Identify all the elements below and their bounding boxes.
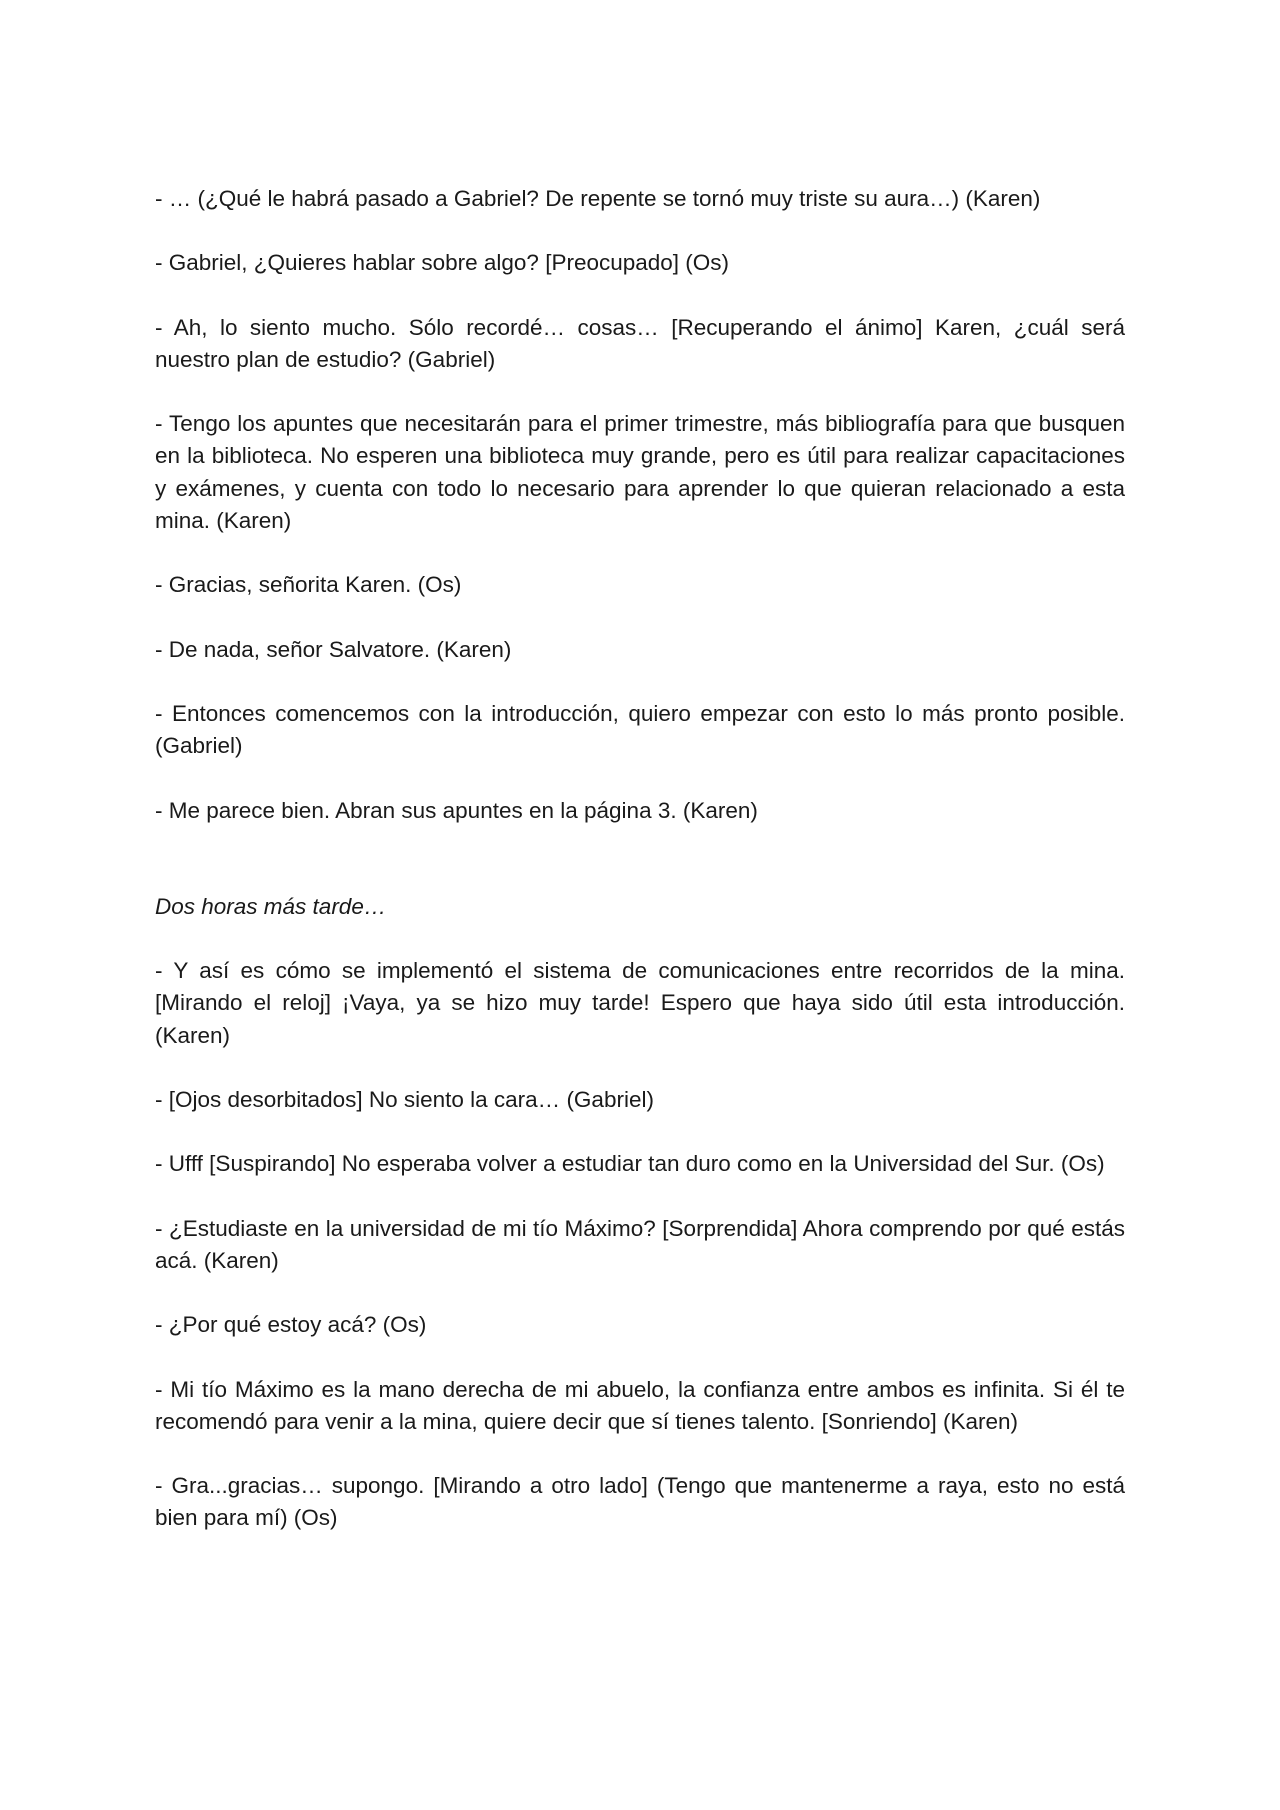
dialogue-paragraph: - ¿Estudiaste en la universidad de mi tío Máximo? [Sorprendida] Ahora comprendo por qué estás acá. (Karen) <box>155 1215 1125 1273</box>
dialogue-paragraph: - Gracias, señorita Karen. (Os) <box>155 572 462 598</box>
dialogue-paragraph: - Tengo los apuntes que necesitarán para el primer trimestre, más bibliografía para que busquen en la biblioteca. No esperen una biblioteca muy grande, pero es útil para realizar capacitaciones y exámenes, y cuenta con todo lo necesario para aprender lo que quieran relacionado a esta mina. (Karen) <box>155 411 1125 534</box>
document-page <box>155 183 1125 1567</box>
blank-line <box>155 859 1125 891</box>
dialogue-paragraph: - De nada, señor Salvatore. (Karen) <box>155 636 512 662</box>
dialogue-paragraph: - Entonces comencemos con la introducción, quiero empezar con esto lo más pronto posible. (Gabriel) <box>155 700 1125 759</box>
dialogue-paragraph: - Ah, lo siento mucho. Sólo recordé… cosas… [Recuperando el ánimo] Karen, ¿cuál será nuestro plan de estudio? (Gabriel) <box>155 314 1125 372</box>
dialogue-paragraph: - Gabriel, ¿Quieres hablar sobre algo? [Preocupado] (Os) <box>155 250 730 276</box>
dialogue-paragraph: - Y así es cómo se implementó el sistema de comunicaciones entre recorridos de la mina. [Mirando el reloj] ¡Vaya, ya se hizo muy tarde! Espero que haya sido útil esta introducción. (Karen) <box>155 958 1125 1048</box>
dialogue-paragraph: - … (¿Qué le habrá pasado a Gabriel? De repente se tornó muy triste su aura…) (Karen) <box>155 186 1041 211</box>
dialogue-paragraph: - Me parece bien. Abran sus apuntes en la página 3. (Karen) <box>155 797 758 823</box>
dialogue-paragraph: - ¿Por qué estoy acá? (Os) <box>155 1312 427 1338</box>
dialogue-paragraph: - Ufff [Suspirando] No esperaba volver a estudiar tan duro como en la Universidad del Sur. (Os) <box>155 1151 1105 1177</box>
dialogue-paragraph: - [Ojos desorbitados] No siento la cara… (Gabriel) <box>155 1087 654 1113</box>
dialogue-paragraph: - Gra...gracias… supongo. [Mirando a otro lado] (Tengo que mantenerme a raya, esto no está bien para mí) (Os) <box>155 1473 1125 1531</box>
dialogue-paragraph: - Mi tío Máximo es la mano derecha de mi abuelo, la confianza entre ambos es infinita. Si él te recomendó para venir a la mina, quiere decir que sí tienes talento. [Sonriendo] (Karen) <box>155 1376 1125 1434</box>
scene-break: Dos horas más tarde… <box>155 893 387 919</box>
